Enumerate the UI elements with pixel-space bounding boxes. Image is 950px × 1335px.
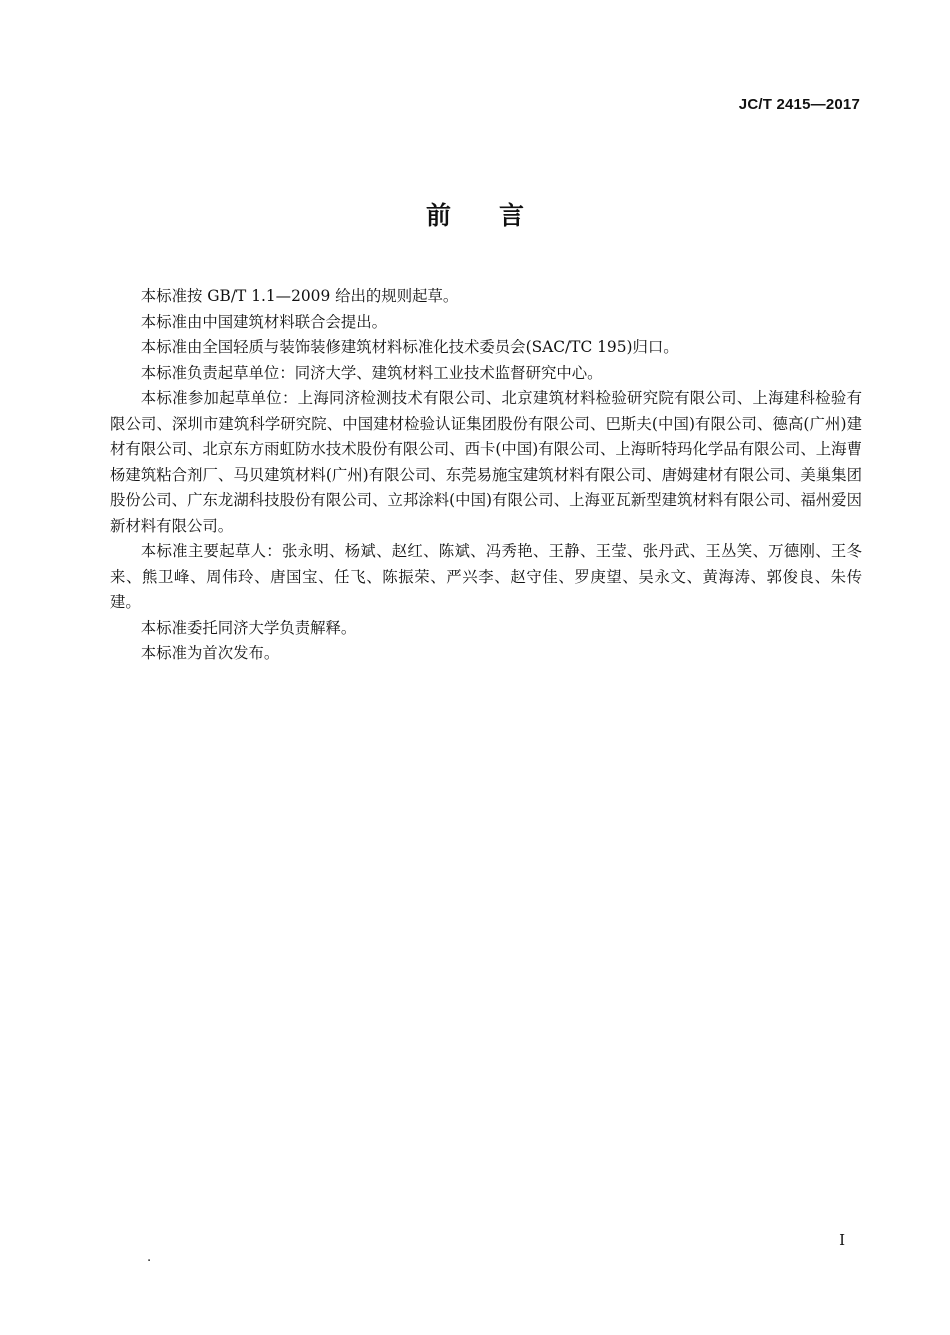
paragraph-main-drafters: 本标准主要起草人：张永明、杨斌、赵红、陈斌、冯秀艳、王静、王莹、张丹武、王丛笑、万德刚、王冬来、熊卫峰、周伟玲、唐国宝、任飞、陈振荣、严兴李、赵守佳、罗庚望、吴永文、黄海涛、郭俊良、朱传建。 <box>110 542 862 611</box>
page-title <box>0 196 950 232</box>
page-number: I <box>839 1231 845 1249</box>
paragraph-participating-units: 本标准参加起草单位：上海同济检测技术有限公司、北京建筑材料检验研究院有限公司、上海建科检验有限公司、深圳市建筑科学研究院、中国建材检验认证集团股份有限公司、巴斯夫(中国)有限公司、德高(广州)建材有限公司、北京东方雨虹防水技术股份有限公司、西卡(中国)有限公司、上海昕特玛化学品有限公司、上海曹杨建筑粘合剂厂、马贝建筑材料(广州)有限公司、东莞易施宝建筑材料有限公司、唐姆建材有限公司、美巢集团股份公司、广东龙湖科技股份有限公司、立邦涂料(中国)有限公司、上海亚瓦新型建筑材料有限公司、福州爱因新材料有限公司。 <box>110 389 862 535</box>
title-char-2: 言 <box>499 201 525 230</box>
paragraph-proposer: 本标准由中国建筑材料联合会提出。 <box>140 312 388 331</box>
foreword-body <box>110 284 862 667</box>
standard-code: JC/T 2415—2017 <box>738 96 860 113</box>
paragraph-lead-drafters: 本标准负责起草单位：同济大学、建筑材料工业技术监督研究中心。 <box>140 363 603 382</box>
paragraph-first-release: 本标准为首次发布。 <box>140 644 280 662</box>
paragraph-committee: 本标准由全国轻质与装饰装修建筑材料标准化技术委员会(SAC/TC 195)归口。 <box>140 338 679 356</box>
paragraph-interpretation: 本标准委托同济大学负责解释。 <box>140 618 357 637</box>
title-char-1: 前 <box>425 201 451 230</box>
footer-mark: . <box>147 1250 152 1265</box>
paragraph-drafting-rules: 本标准按 GB/T 1.1—2009 给出的规则起草。 <box>140 287 459 305</box>
